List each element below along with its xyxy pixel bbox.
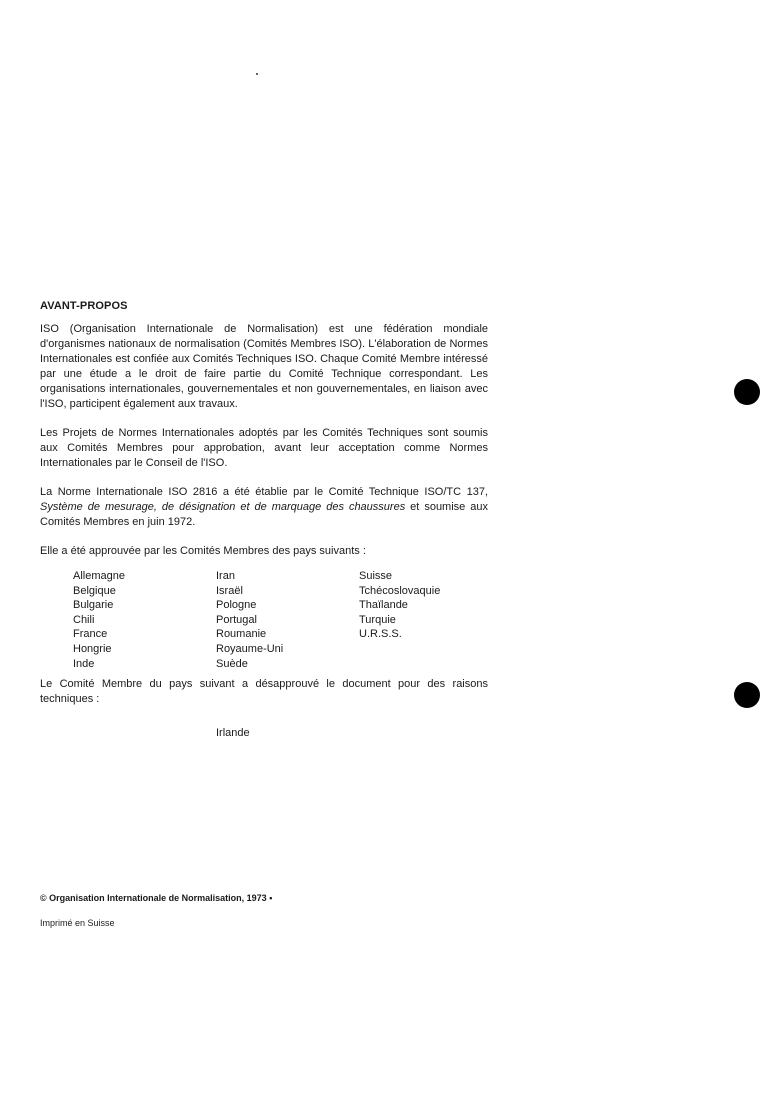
country-name: France [73,628,108,641]
country-column-1 [73,569,216,671]
country-name: Roumanie [216,628,267,641]
country-column-3 [359,569,502,671]
country-name: Pologne [216,599,257,612]
country-column-2 [216,569,359,671]
country-name: Suède [216,657,248,670]
country-name: Suisse [359,570,393,582]
country-name: Allemagne [73,570,125,582]
foreword-paragraph-1: ISO (Organisation Internationale de Normalisation) est une fédération mondiale d'organismes nationaux de normalisation (Comités Membres ISO). L'élaboration de Normes Internationales est confiée aux Comités Techniques ISO. Chaque Comité Membre intéressé par une étude a le droit de faire partie du Comité Technique correspondant. Les organisations internationales, gouvernementales et non gouvernementales, en liaison avec l'ISO, participent également aux travaux. [40,323,488,410]
country-name: Bulgarie [73,599,114,612]
country-name: Chili [73,613,95,626]
copyright-notice: © Organisation Internationale de Normalisation, 1973 • [40,893,273,903]
print-location: Imprimé en Suisse [40,918,115,928]
country-name: Hongrie [73,642,112,655]
country-name: Thaïlande [359,599,408,612]
standard-origin-text: La Norme Internationale ISO 2816 a été établie par le Comité Technique ISO/TC 137, [40,486,488,498]
country-name: Tchécoslovaquie [359,584,441,597]
punch-hole-top [734,379,760,405]
scan-speck [256,73,258,75]
country-name: Belgique [73,584,116,597]
foreword-paragraph-2: Les Projets de Normes Internationales adoptés par les Comités Techniques sont soumis aux Comités Membres pour approbation, avant leur acceptation comme Normes Internationales par le Conseil de l'ISO. [40,427,488,469]
submission-text: et soumise aux Comités Membres en juin 1972. [40,501,488,528]
country-name: Inde [73,657,95,670]
foreword-section [40,300,488,739]
country-name: Turquie [359,613,396,626]
committee-title: Système de mesurage, de désignation et de marquage des chaussures [40,501,406,513]
country-name: Israël [216,584,243,597]
approved-countries-list [73,569,488,671]
disapproved-intro: Le Comité Membre du pays suivant a désapprouvé le document pour des raisons techniques : [40,678,488,706]
country-name: U.R.S.S. [359,628,402,641]
disapproved-country: Irlande [216,727,250,740]
page-footer [40,893,272,928]
approved-intro: Elle a été approuvée par les Comités Membres des pays suivants : [40,545,366,557]
foreword-heading: AVANT-PROPOS [40,300,128,312]
punch-hole-bottom [734,682,760,708]
country-name: Iran [216,570,235,582]
foreword-paragraph-3 [40,485,488,530]
country-name: Royaume-Uni [216,642,284,655]
country-name: Portugal [216,613,257,626]
